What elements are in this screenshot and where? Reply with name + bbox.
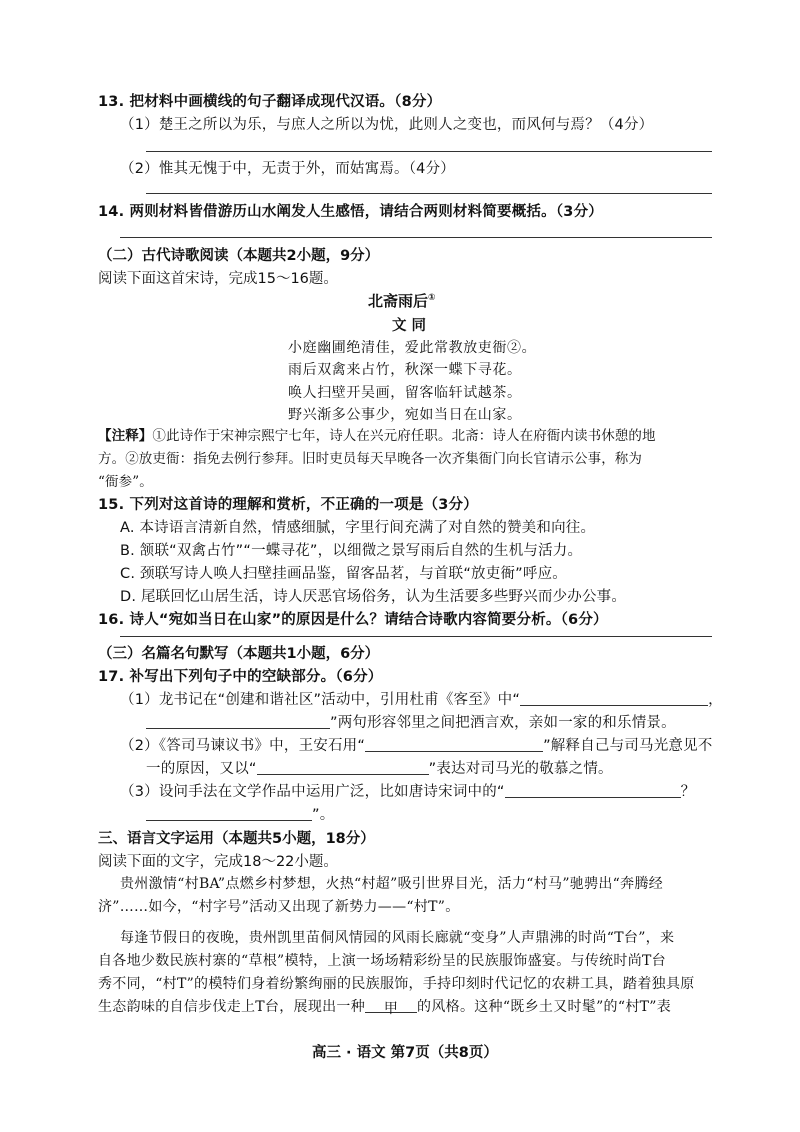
question-13-sub-2: （2）惟其无愧于中，无责于外，而姑寓焉。（4分） (120, 161, 455, 177)
fill-blank[interactable] (505, 783, 681, 798)
annotation-line-2: 方。②放吏衙：指免去例行参拜。旧时吏员每天早晚各一次齐集衙门向长官请示公事，称为 (98, 451, 642, 467)
fill-blank[interactable] (365, 737, 543, 752)
section-2-intro: 阅读下面这首宋诗，完成15～16题。 (98, 271, 338, 287)
question-17-sub-2a: （2）《答司马谏议书》中，王安石用“ ”解释自己与司马光意见不 (120, 738, 713, 754)
answer-line (120, 237, 712, 238)
poem-line-4: 野兴渐多公事少，宛如当日在山家。 (288, 407, 522, 423)
option-b: B. 颔联“双禽占竹”“一蝶寻花”，以细微之景写雨后自然的生机与活力。 (120, 543, 583, 559)
poem-line-3: 唤人扫壁开吴画，留客临轩试越茶。 (288, 385, 522, 401)
passage-line-2: 济”……如今，“村字号”活动又出现了新势力——“村T”。 (98, 899, 460, 915)
option-d: D. 尾联回忆山居生活，诗人厌恶官场俗务，认为生活要多些野兴而少办公事。 (120, 589, 627, 605)
fill-blank-jia[interactable]: 甲 (365, 998, 417, 1013)
section-2-heading: （二）古代诗歌阅读（本题共2小题，9分） (98, 248, 380, 264)
question-17-sub-1a: （1）龙书记在“创建和谐社区”活动中，引用杜甫《客至》中“ ， (120, 692, 723, 708)
question-15-stem: 15. 下列对这首诗的理解和赏析，不正确的一项是（3分） (98, 497, 478, 513)
question-14-stem: 14. 两则材料皆借游历山水阐发人生感悟，请结合两则材料简要概括。（3分） (98, 204, 603, 220)
passage-line-1: 贵州激情“村BA”点燃乡村梦想，火热“村超”吸引世界目光，活力“村马”驰骋出“奔腾经 (120, 876, 664, 892)
passage-line-5: 秀不同，“村T”的模特们身着纷繁绚丽的民族服饰，手持印刻时代记忆的农耕工具，踏着独具原 (98, 976, 695, 992)
question-17-sub-2b: 一的原因，又以“ ”表达对司马光的敬慕之情。 (146, 761, 613, 777)
answer-line (120, 636, 712, 637)
poem-line-1: 小庭幽圃绝清佳，爱此常教放吏衙②。 (288, 340, 537, 356)
annotation-line-3: “衙参”。 (98, 474, 153, 490)
annotation-line-1: 【注释】①此诗作于宋神宗熙宁七年，诗人在兴元府任职。北斋：诗人在府衙内读书休憩的地 (98, 428, 656, 444)
question-16-stem: 16. 诗人“宛如当日在山家”的原因是什么？请结合诗歌内容简要分析。（6分） (98, 612, 608, 628)
page-footer: 高三 · 语文 第7页（共8页） (312, 1045, 498, 1061)
fill-blank[interactable] (257, 760, 429, 775)
question-13-sub-1: （1）楚王之所以为乐，与庶人之所以为忧，此则人之变也，而风何与焉？（4分） (120, 117, 654, 133)
answer-line (146, 151, 712, 152)
annotation-label: 【注释】 (98, 428, 153, 444)
question-17-stem: 17. 补写出下列句子中的空缺部分。（6分） (98, 669, 383, 685)
option-c: C. 颈联写诗人唤人扫壁挂画品鉴，留客品茗，与首联“放吏衙”呼应。 (120, 566, 567, 582)
fill-blank[interactable] (146, 714, 330, 729)
question-17-sub-3b: ”。 (146, 803, 334, 824)
poem-title-note-mark: ① (428, 293, 436, 303)
part-3-heading: 三、语言文字运用（本题共5小题，18分） (98, 831, 375, 847)
poem-title: 北斋雨后① (368, 292, 436, 310)
poem-author: 文 同 (392, 318, 427, 334)
passage-line-6: 生态韵味的自信步伐走上T台，展现出一种 甲 的风格。这种“既乡土又时髦”的“村T”表 (98, 999, 672, 1017)
question-17-sub-1b: ”两句形容邻里之间把酒言欢，亲如一家的和乐情景。 (146, 711, 676, 732)
answer-line (146, 193, 712, 194)
passage-line-4: 自各地少数民族村寨的“草根”模特，上演一场场精彩纷呈的民族服饰盛宴。与传统时尚T台 (98, 953, 666, 969)
option-a: A. 本诗语言清新自然，情感细腻，字里行间充满了对自然的赞美和向往。 (120, 520, 596, 536)
fill-blank[interactable] (146, 806, 312, 821)
question-17-sub-3a: （3）设问手法在文学作品中运用广泛，比如唐诗宋词中的“ ？ (120, 784, 696, 800)
question-13-stem: 13. 把材料中画横线的句子翻译成现代汉语。（8分） (98, 94, 442, 110)
passage-line-3: 每逢节假日的夜晚，贵州凯里苗侗风情园的风雨长廊就“变身”人声鼎沸的时尚“T台”，来 (120, 930, 675, 946)
poem-line-2: 雨后双禽来占竹，秋深一蝶下寻花。 (288, 362, 522, 378)
fill-blank[interactable] (520, 691, 708, 706)
part-3-intro: 阅读下面的文字，完成18～22小题。 (98, 854, 338, 870)
section-3-heading: （三）名篇名句默写（本题共1小题，6分） (98, 646, 380, 662)
